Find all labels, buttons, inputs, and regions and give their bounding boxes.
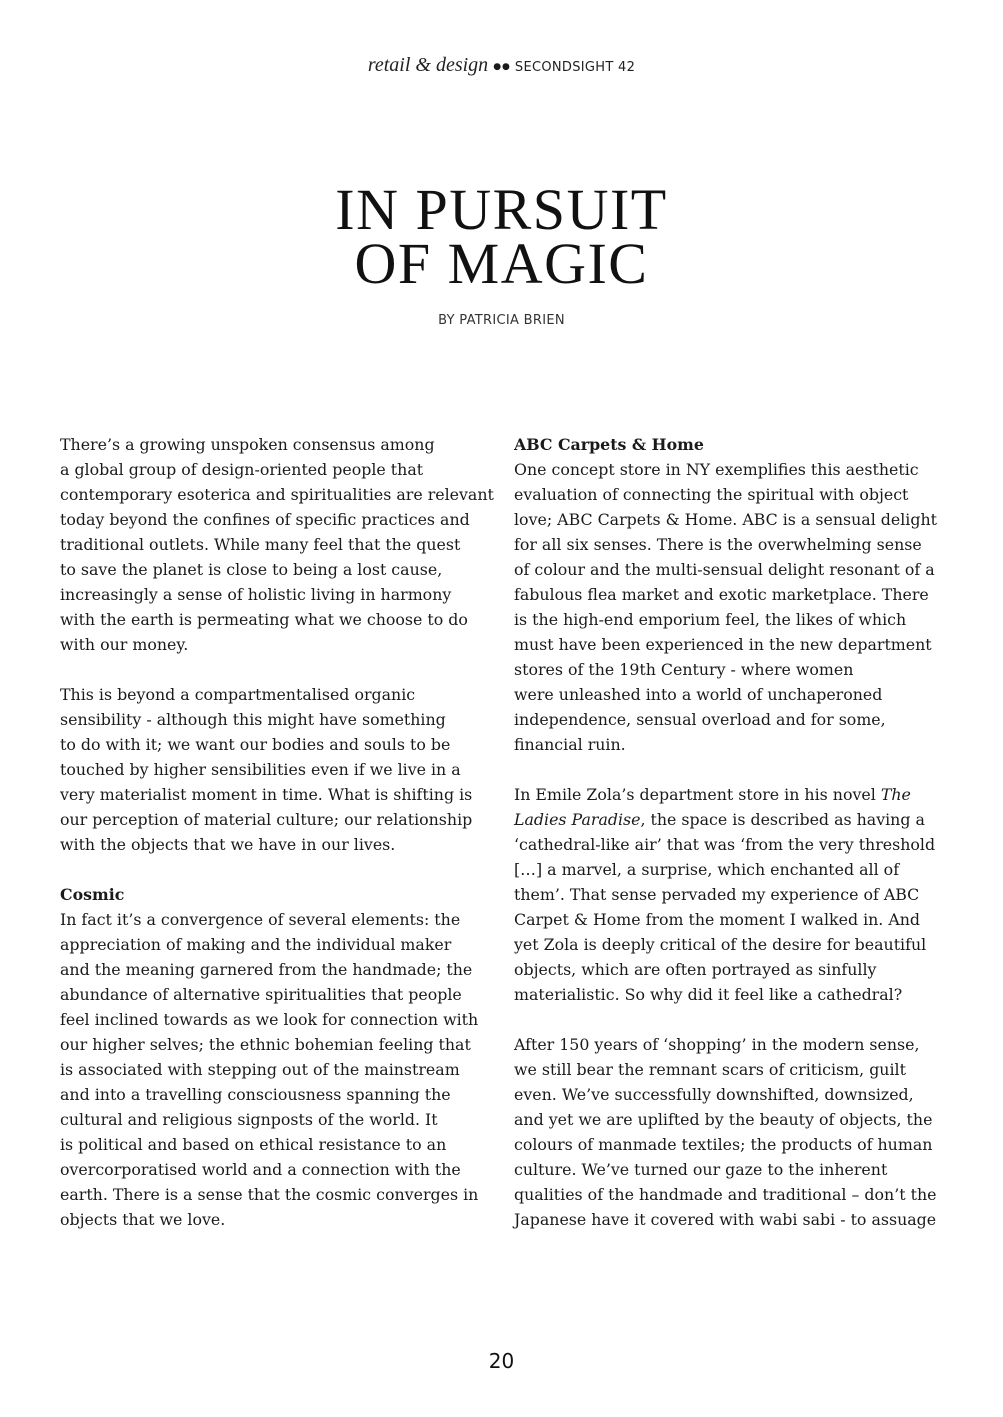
text-line: for all six senses. There is the overwhelming sense <box>514 535 922 554</box>
text-line: Japanese have it covered with wabi sabi - to assuage <box>514 1210 937 1229</box>
text-line: evaluation of connecting the spiritual with object <box>514 485 909 504</box>
text-line: we still bear the remnant scars of criticism, guilt <box>514 1060 906 1079</box>
text-line: of colour and the multi-sensual delight resonant of a <box>514 560 935 579</box>
text-line: our perception of material culture; our relationship <box>60 810 473 829</box>
text-line: traditional outlets. While many feel that the quest <box>60 535 461 554</box>
text-fragment: In Emile Zola’s department store in his novel <box>514 785 881 804</box>
text-line: contemporary esoterica and spiritualities are relevant <box>60 485 494 504</box>
text-line: were unleashed into a world of unchaperoned <box>514 685 883 704</box>
text-line: materialistic. So why did it feel like a cathedral? <box>514 985 903 1004</box>
text-line: increasingly a sense of holistic living in harmony <box>60 585 452 604</box>
text-line: After 150 years of ‘shopping’ in the modern sense, <box>514 1035 920 1054</box>
text-line: must have been experienced in the new department <box>514 635 932 654</box>
subheading-cosmic: Cosmic <box>60 885 125 904</box>
text-line: with our money. <box>60 635 189 654</box>
right-column <box>514 432 954 1232</box>
text-line: culture. We’ve turned our gaze to the inherent <box>514 1160 888 1179</box>
text-line: very materialist moment in time. What is shifting is <box>60 785 473 804</box>
text-line: is the high-end emporium feel, the likes of which <box>514 610 907 629</box>
text-line: ‘cathedral-like air’ that was ‘from the very threshold <box>514 835 936 854</box>
text-line: overcorporatised world and a connection with the <box>60 1160 461 1179</box>
text-line: is associated with stepping out of the mainstream <box>60 1060 460 1079</box>
text-line: sensibility - although this might have something <box>60 710 446 729</box>
text-line: fabulous flea market and exotic marketplace. There <box>514 585 929 604</box>
title-line-2: OF MAGIC <box>354 231 649 296</box>
text-line: feel inclined towards as we look for connection with <box>60 1010 479 1029</box>
text-line: with the earth is permeating what we choose to do <box>60 610 468 629</box>
text-line: qualities of the handmade and traditional – don’t the <box>514 1185 937 1204</box>
left-column <box>60 432 500 1232</box>
text-line: One concept store in NY exemplifies this aesthetic <box>514 460 919 479</box>
text-line: love; ABC Carpets & Home. ABC is a sensual delight <box>514 510 937 529</box>
paragraph-shopping <box>514 1032 954 1232</box>
paragraph-abc-carpets <box>514 457 954 757</box>
title-line-1: IN PURSUIT <box>335 177 668 242</box>
paragraph-sensibility <box>60 682 500 857</box>
section-label: retail & design <box>367 54 489 76</box>
text-line: them’. That sense pervaded my experience of ABC <box>514 885 920 904</box>
text-line: today beyond the confines of specific practices and <box>60 510 470 529</box>
text-line: objects, which are often portrayed as sinfully <box>514 960 877 979</box>
text-line: to do with it; we want our bodies and souls to be <box>60 735 451 754</box>
paragraph-cosmic <box>60 907 500 1232</box>
byline: BY PATRICIA BRIEN <box>438 313 565 328</box>
running-header <box>0 54 1003 77</box>
text-line: This is beyond a compartmentalised organic <box>60 685 416 704</box>
text-line: financial ruin. <box>514 735 626 754</box>
separator-dots: ●● <box>493 62 511 72</box>
article-title <box>0 177 1003 296</box>
text-line: with the objects that we have in our lives. <box>60 835 396 854</box>
text-line: is political and based on ethical resistance to an <box>60 1135 447 1154</box>
text-line: yet Zola is deeply critical of the desire for beautiful <box>514 935 927 954</box>
text-line <box>514 782 954 807</box>
text-line: objects that we love. <box>60 1210 226 1229</box>
text-line: independence, sensual overload and for some, <box>514 710 886 729</box>
text-fragment: , the space is described as having a <box>640 810 925 829</box>
issue-label: SECONDSIGHT 42 <box>514 60 636 75</box>
text-line: and into a travelling consciousness spanning the <box>60 1085 451 1104</box>
text-line: There’s a growing unspoken consensus among <box>60 435 435 454</box>
subheading-abc-carpets: ABC Carpets & Home <box>514 435 704 454</box>
text-line: even. We’ve successfully downshifted, downsized, <box>514 1085 914 1104</box>
text-line: colours of manmade textiles; the products of human <box>514 1135 933 1154</box>
text-line: […] a marvel, a surprise, which enchanted all of <box>514 860 900 879</box>
novel-title-fragment: Ladies Paradise <box>514 810 641 829</box>
text-line: touched by higher sensibilities even if we live in a <box>60 760 461 779</box>
text-line: Carpet & Home from the moment I walked in. And <box>514 910 921 929</box>
text-line: our higher selves; the ethnic bohemian feeling that <box>60 1035 471 1054</box>
text-line: In fact it’s a convergence of several elements: the <box>60 910 461 929</box>
text-line: abundance of alternative spiritualities that people <box>60 985 462 1004</box>
text-line: a global group of design-oriented people that <box>60 460 424 479</box>
text-line: and the meaning garnered from the handmade; the <box>60 960 473 979</box>
text-line <box>514 807 954 832</box>
text-line: stores of the 19th Century - where women <box>514 660 854 679</box>
paragraph-zola <box>514 782 954 1007</box>
text-line: to save the planet is close to being a lost cause, <box>60 560 443 579</box>
paragraph-intro <box>60 432 500 657</box>
text-line: and yet we are uplifted by the beauty of objects, the <box>514 1110 933 1129</box>
text-line: earth. There is a sense that the cosmic converges in <box>60 1185 479 1204</box>
text-line: cultural and religious signposts of the world. It <box>60 1110 438 1129</box>
page-number: 20 <box>488 1349 515 1373</box>
text-line: appreciation of making and the individual maker <box>60 935 452 954</box>
novel-title-fragment: The <box>880 785 911 804</box>
